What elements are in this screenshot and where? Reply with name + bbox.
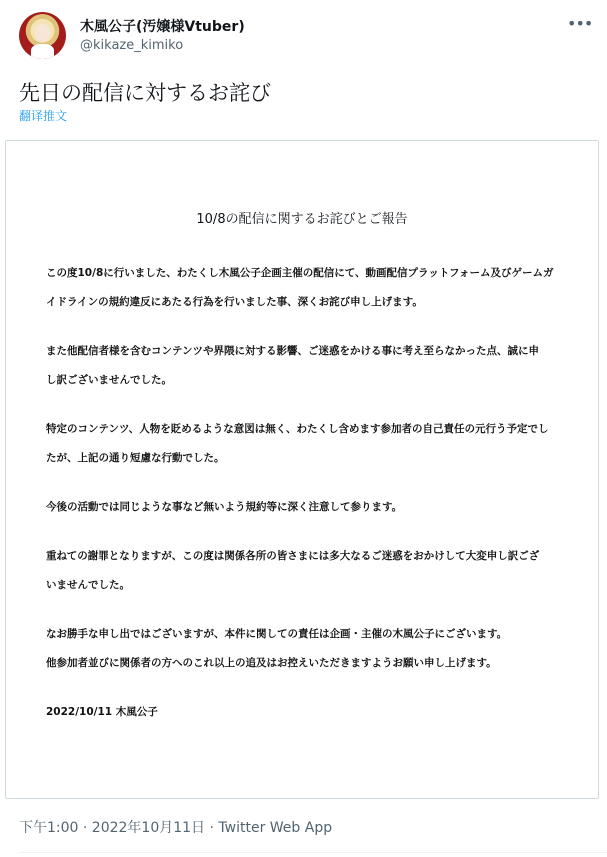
document-line: 今後の活動では同じような事など無いよう規約等に深く注意して参ります。	[46, 501, 403, 513]
document-line: 他参加者並びに関係者の方へのこれ以上の追及はお控えいただきますようお願い申し上げます。	[46, 657, 497, 669]
document-line: し訳ございませんでした。	[46, 374, 172, 386]
more-horizontal-icon[interactable]: •••	[567, 14, 593, 33]
document-line: また他配信者様を含むコンテンツや界隈に対する影響、ご迷惑をかける事に考え至らなかった点、誠に申	[46, 345, 539, 357]
document-line: なお勝手な申し出ではございますが、本件に関しての責任は企画・主催の木風公子にございます。	[46, 628, 508, 640]
document-line: 特定のコンテンツ、人物を貶めるような意図は無く、わたくし含めます参加者の自己責任の元行う予定でし	[46, 423, 549, 435]
attached-image[interactable]	[5, 140, 599, 799]
translate-link[interactable]: 翻译推文	[19, 109, 68, 123]
document-line: 重ねての謝罪となりますが、この度は関係各所の皆さまには多大なるご迷惑をおかけして大変申し訳ござ	[46, 550, 540, 562]
document-line: この度10/8に行いました、わたくし木風公子企画主催の配信にて、動画配信プラットフォーム及びゲームガ	[46, 267, 554, 279]
document-body	[46, 259, 566, 727]
document-line: たが、上記の通り短慮な行動でした。	[46, 452, 225, 464]
user-handle[interactable]: @kikaze_kimiko	[80, 38, 184, 53]
tweet-timestamp[interactable]: 下午1:00 · 2022年10月11日 · Twitter Web App	[19, 820, 333, 836]
document-signature: 2022/10/11 木風公子	[46, 706, 158, 718]
avatar-face	[35, 24, 50, 42]
document-line: イドラインの規約違反にあたる行為を行いました事、深くお詫び申し上げます。	[46, 296, 423, 308]
document-title: 10/8の配信に関するお詫びとご報告	[196, 212, 408, 227]
avatar[interactable]	[19, 12, 66, 59]
divider	[19, 852, 607, 853]
display-name[interactable]: 木風公子(汚嬢様Vtuber)	[80, 19, 245, 35]
tweet-text: 先日の配信に対するお詫び	[19, 81, 271, 105]
document-line: いませんでした。	[46, 579, 130, 591]
avatar-body	[31, 44, 54, 59]
